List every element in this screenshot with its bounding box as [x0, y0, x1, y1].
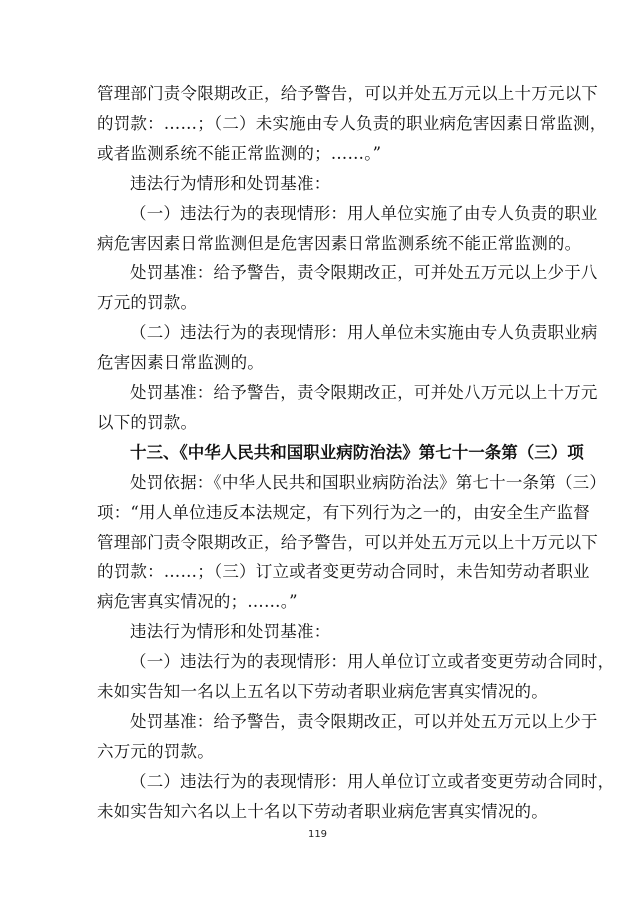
- text-line: 处罚基准：给予警告，责令限期改正，可并处五万元以上少于八: [130, 263, 598, 283]
- text-line: 六万元的罚款。: [97, 741, 214, 761]
- text-line: 以下的罚款。: [97, 412, 198, 432]
- text-line: 违法行为情形和处罚基准：: [130, 173, 331, 193]
- text-line: 危害因素日常监测的。: [97, 353, 264, 373]
- text-line: 的罚款：……；（三）订立或者变更劳动合同时，未告知劳动者职业: [97, 562, 590, 582]
- text-line: （二）违法行为的表现情形：用人单位订立或者变更劳动合同时，: [130, 771, 615, 791]
- text-line: 的罚款：……；（二）未实施由专人负责的职业病危害因素日常监测，: [97, 113, 607, 133]
- text-line: 处罚基准：给予警告，责令限期改正，可以并处五万元以上少于: [130, 711, 598, 731]
- text-line: 未如实告知一名以上五名以下劳动者职业病危害真实情况的。: [97, 682, 548, 701]
- page-number: 119: [307, 829, 328, 840]
- text-line: 处罚基准：给予警告，责令限期改正，可并处八万元以上十万元: [130, 383, 598, 402]
- section-heading: 十三、《中华人民共和国职业病防治法》第七十一条第（三）项: [130, 442, 584, 462]
- text-line: 项：“用人单位违反本法规定，有下列行为之一的，由安全生产监督: [97, 502, 590, 522]
- text-line: 未如实告知六名以上十名以下劳动者职业病危害真实情况的。: [97, 801, 548, 821]
- text-line: 或者监测系统不能正常监测的；……。”: [97, 143, 382, 163]
- text-line: 处罚依据：《中华人民共和国职业病防治法》第七十一条第（三）: [130, 472, 607, 492]
- text-line: （二）违法行为的表现情形：用人单位未实施由专人负责职业病: [130, 323, 598, 343]
- text-line: 违法行为情形和处罚基准：: [130, 622, 331, 642]
- text-line: 万元的罚款。: [97, 293, 198, 313]
- text-line: 管理部门责令限期改正，给予警告，可以并处五万元以上十万元以下: [97, 532, 598, 552]
- text-line: （一）违法行为的表现情形：用人单位实施了由专人负责的职业: [130, 203, 598, 223]
- text-line: 病危害因素日常监测但是危害因素日常监测系统不能正常监测的。: [97, 233, 582, 253]
- text-line: 病危害真实情况的；……。”: [97, 592, 298, 612]
- text-line: （一）违法行为的表现情形：用人单位订立或者变更劳动合同时，: [130, 652, 615, 672]
- text-line: 管理部门责令限期改正，给予警告，可以并处五万元以上十万元以下: [97, 84, 598, 103]
